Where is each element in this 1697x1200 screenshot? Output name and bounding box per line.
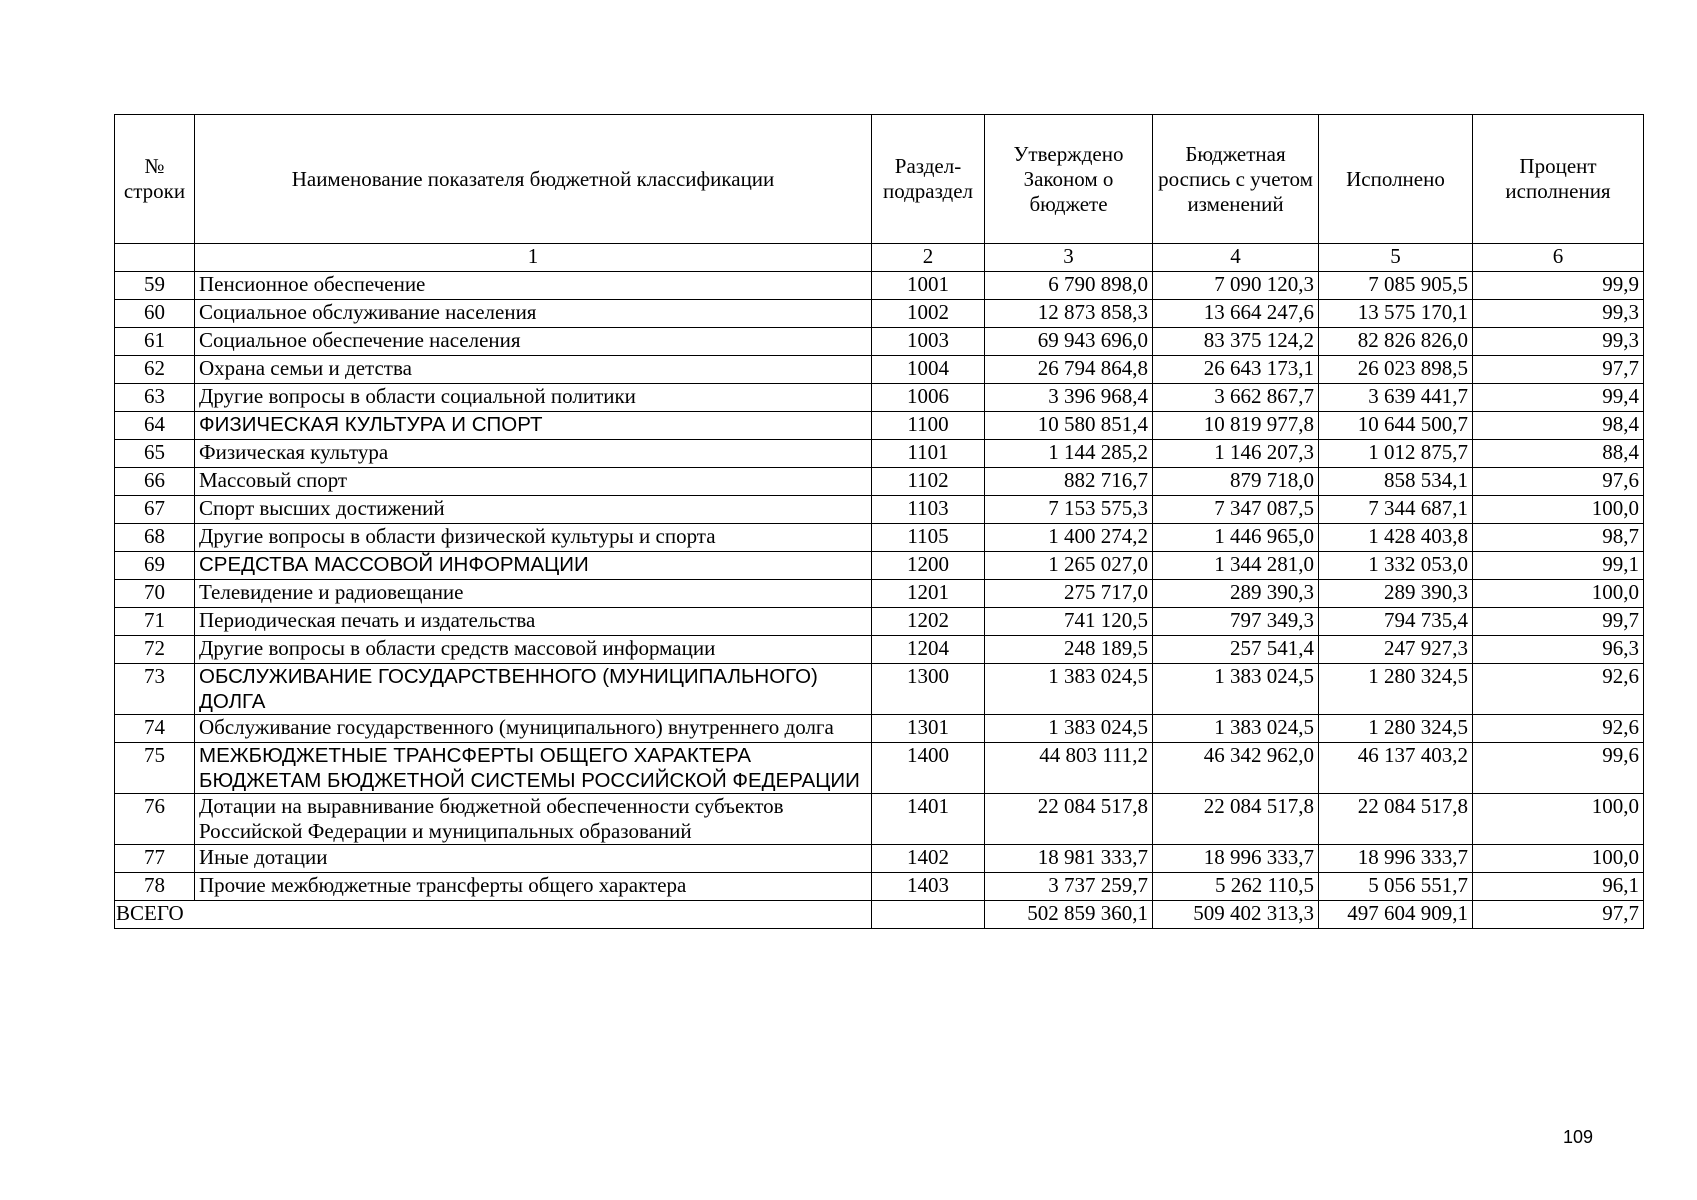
header-approved: Утверждено Законом о бюджете [985,115,1153,244]
row-number-cell: 73 [115,664,195,715]
approved-cell: 1 400 274,2 [985,524,1153,552]
indicator-name-cell: Обслуживание государственного (муниципального) внутреннего долга [195,715,872,743]
approved-cell: 6 790 898,0 [985,272,1153,300]
indicator-name-cell: Охрана семьи и детства [195,356,872,384]
executed-cell: 5 056 551,7 [1319,873,1473,901]
approved-cell: 44 803 111,2 [985,743,1153,794]
header-percent: Процент исполнения [1473,115,1644,244]
schedule-cell: 879 718,0 [1153,468,1319,496]
indicator-name-cell: МЕЖБЮДЖЕТНЫЕ ТРАНСФЕРТЫ ОБЩЕГО ХАРАКТЕРА БЮДЖЕТАМ БЮДЖЕТНОЙ СИСТЕМЫ РОССИЙСКОЙ ФЕДЕРАЦИИ [195,743,872,794]
approved-cell: 1 383 024,5 [985,664,1153,715]
indicator-name-cell: Пенсионное обеспечение [195,272,872,300]
section-code-cell: 1100 [872,412,985,440]
column-number-row [115,244,1644,272]
executed-cell: 858 534,1 [1319,468,1473,496]
section-code-cell: 1001 [872,272,985,300]
approved-cell: 26 794 864,8 [985,356,1153,384]
header-section-code: Раздел-подраздел [872,115,985,244]
approved-cell: 3 737 259,7 [985,873,1153,901]
approved-cell: 18 981 333,7 [985,845,1153,873]
row-number-cell: 69 [115,552,195,580]
total-percent: 97,7 [1473,901,1644,929]
schedule-cell: 83 375 124,2 [1153,328,1319,356]
indicator-name-cell: ОБСЛУЖИВАНИЕ ГОСУДАРСТВЕННОГО (МУНИЦИПАЛЬНОГО) ДОЛГА [195,664,872,715]
header-indicator-name: Наименование показателя бюджетной классификации [195,115,872,244]
table-row [115,272,1644,300]
indicator-name-cell: Периодическая печать и издательства [195,608,872,636]
indicator-name-cell: Телевидение и радиовещание [195,580,872,608]
schedule-cell: 7 347 087,5 [1153,496,1319,524]
total-approved: 502 859 360,1 [985,901,1153,929]
approved-cell: 10 580 851,4 [985,412,1153,440]
indicator-name-cell: Социальное обеспечение населения [195,328,872,356]
section-code-cell: 1101 [872,440,985,468]
column-number [115,244,195,272]
approved-cell: 1 144 285,2 [985,440,1153,468]
percent-cell: 96,1 [1473,873,1644,901]
schedule-cell: 1 344 281,0 [1153,552,1319,580]
percent-cell: 100,0 [1473,580,1644,608]
executed-cell: 1 280 324,5 [1319,715,1473,743]
schedule-cell: 289 390,3 [1153,580,1319,608]
executed-cell: 10 644 500,7 [1319,412,1473,440]
header-row [115,115,1644,244]
executed-cell: 1 332 053,0 [1319,552,1473,580]
schedule-cell: 18 996 333,7 [1153,845,1319,873]
row-number-cell: 78 [115,873,195,901]
percent-cell: 92,6 [1473,715,1644,743]
approved-cell: 275 717,0 [985,580,1153,608]
indicator-name-cell: Другие вопросы в области социальной политики [195,384,872,412]
header-executed: Исполнено [1319,115,1473,244]
percent-cell: 99,1 [1473,552,1644,580]
row-number-cell: 68 [115,524,195,552]
section-code-cell: 1006 [872,384,985,412]
section-code-cell: 1105 [872,524,985,552]
approved-cell: 741 120,5 [985,608,1153,636]
row-number-cell: 64 [115,412,195,440]
approved-cell: 7 153 575,3 [985,496,1153,524]
section-code-cell: 1003 [872,328,985,356]
schedule-cell: 46 342 962,0 [1153,743,1319,794]
executed-cell: 18 996 333,7 [1319,845,1473,873]
header-row-number: № строки [115,115,195,244]
row-number-cell: 67 [115,496,195,524]
executed-cell: 1 280 324,5 [1319,664,1473,715]
approved-cell: 1 265 027,0 [985,552,1153,580]
percent-cell: 88,4 [1473,440,1644,468]
section-code-cell: 1004 [872,356,985,384]
table-row [115,580,1644,608]
section-code-cell: 1402 [872,845,985,873]
executed-cell: 26 023 898,5 [1319,356,1473,384]
percent-cell: 96,3 [1473,636,1644,664]
row-number-cell: 66 [115,468,195,496]
indicator-name-cell: ФИЗИЧЕСКАЯ КУЛЬТУРА И СПОРТ [195,412,872,440]
executed-cell: 13 575 170,1 [1319,300,1473,328]
total-code [872,901,985,929]
row-number-cell: 74 [115,715,195,743]
table-row [115,794,1644,845]
percent-cell: 97,6 [1473,468,1644,496]
indicator-name-cell: Спорт высших достижений [195,496,872,524]
approved-cell: 69 943 696,0 [985,328,1153,356]
table-row [115,743,1644,794]
section-code-cell: 1301 [872,715,985,743]
row-number-cell: 59 [115,272,195,300]
table-row [115,715,1644,743]
total-schedule: 509 402 313,3 [1153,901,1319,929]
column-number: 4 [1153,244,1319,272]
schedule-cell: 10 819 977,8 [1153,412,1319,440]
header-budget-schedule: Бюджетная роспись с учетом изменений [1153,115,1319,244]
percent-cell: 100,0 [1473,496,1644,524]
section-code-cell: 1300 [872,664,985,715]
indicator-name-cell: Физическая культура [195,440,872,468]
section-code-cell: 1201 [872,580,985,608]
budget-execution-table [114,114,1644,929]
table-row [115,356,1644,384]
schedule-cell: 1 383 024,5 [1153,715,1319,743]
table-body [115,272,1644,901]
indicator-name-cell: СРЕДСТВА МАССОВОЙ ИНФОРМАЦИИ [195,552,872,580]
executed-cell: 22 084 517,8 [1319,794,1473,845]
page-number: 109 [1563,1127,1594,1147]
row-number-cell: 71 [115,608,195,636]
section-code-cell: 1401 [872,794,985,845]
row-number-cell: 77 [115,845,195,873]
percent-cell: 100,0 [1473,845,1644,873]
executed-cell: 7 085 905,5 [1319,272,1473,300]
row-number-cell: 60 [115,300,195,328]
row-number-cell: 63 [115,384,195,412]
table-row [115,552,1644,580]
executed-cell: 247 927,3 [1319,636,1473,664]
percent-cell: 98,4 [1473,412,1644,440]
indicator-name-cell: Другие вопросы в области физической культуры и спорта [195,524,872,552]
indicator-name-cell: Массовый спорт [195,468,872,496]
section-code-cell: 1103 [872,496,985,524]
schedule-cell: 7 090 120,3 [1153,272,1319,300]
row-number-cell: 61 [115,328,195,356]
schedule-cell: 1 146 207,3 [1153,440,1319,468]
schedule-cell: 22 084 517,8 [1153,794,1319,845]
executed-cell: 289 390,3 [1319,580,1473,608]
section-code-cell: 1200 [872,552,985,580]
row-number-cell: 75 [115,743,195,794]
section-code-cell: 1102 [872,468,985,496]
table-row [115,845,1644,873]
approved-cell: 882 716,7 [985,468,1153,496]
approved-cell: 248 189,5 [985,636,1153,664]
column-number: 1 [195,244,872,272]
column-number: 3 [985,244,1153,272]
section-code-cell: 1403 [872,873,985,901]
table-row [115,608,1644,636]
column-number: 5 [1319,244,1473,272]
executed-cell: 82 826 826,0 [1319,328,1473,356]
row-number-cell: 70 [115,580,195,608]
percent-cell: 99,7 [1473,608,1644,636]
approved-cell: 12 873 858,3 [985,300,1153,328]
executed-cell: 794 735,4 [1319,608,1473,636]
percent-cell: 99,4 [1473,384,1644,412]
schedule-cell: 257 541,4 [1153,636,1319,664]
percent-cell: 99,6 [1473,743,1644,794]
percent-cell: 98,7 [1473,524,1644,552]
indicator-name-cell: Прочие межбюджетные трансферты общего характера [195,873,872,901]
executed-cell: 46 137 403,2 [1319,743,1473,794]
approved-cell: 22 084 517,8 [985,794,1153,845]
row-number-cell: 65 [115,440,195,468]
indicator-name-cell: Дотации на выравнивание бюджетной обеспеченности субъектов Российской Федерации и муниципальных образований [195,794,872,845]
percent-cell: 99,3 [1473,328,1644,356]
total-executed: 497 604 909,1 [1319,901,1473,929]
column-number: 6 [1473,244,1644,272]
percent-cell: 97,7 [1473,356,1644,384]
section-code-cell: 1204 [872,636,985,664]
approved-cell: 1 383 024,5 [985,715,1153,743]
table-row [115,300,1644,328]
schedule-cell: 26 643 173,1 [1153,356,1319,384]
schedule-cell: 5 262 110,5 [1153,873,1319,901]
row-number-cell: 76 [115,794,195,845]
approved-cell: 3 396 968,4 [985,384,1153,412]
section-code-cell: 1400 [872,743,985,794]
section-code-cell: 1202 [872,608,985,636]
executed-cell: 3 639 441,7 [1319,384,1473,412]
total-row [115,901,1644,929]
section-code-cell: 1002 [872,300,985,328]
table-row [115,496,1644,524]
schedule-cell: 13 664 247,6 [1153,300,1319,328]
table-row [115,636,1644,664]
schedule-cell: 797 349,3 [1153,608,1319,636]
indicator-name-cell: Другие вопросы в области средств массовой информации [195,636,872,664]
schedule-cell: 1 383 024,5 [1153,664,1319,715]
percent-cell: 100,0 [1473,794,1644,845]
schedule-cell: 3 662 867,7 [1153,384,1319,412]
percent-cell: 99,3 [1473,300,1644,328]
table-row [115,328,1644,356]
indicator-name-cell: Социальное обслуживание населения [195,300,872,328]
executed-cell: 1 012 875,7 [1319,440,1473,468]
column-number: 2 [872,244,985,272]
executed-cell: 1 428 403,8 [1319,524,1473,552]
percent-cell: 92,6 [1473,664,1644,715]
table-row [115,664,1644,715]
schedule-cell: 1 446 965,0 [1153,524,1319,552]
table-row [115,384,1644,412]
executed-cell: 7 344 687,1 [1319,496,1473,524]
table-row [115,468,1644,496]
table-row [115,412,1644,440]
row-number-cell: 62 [115,356,195,384]
table-row [115,440,1644,468]
percent-cell: 99,9 [1473,272,1644,300]
table-row [115,524,1644,552]
table-row [115,873,1644,901]
indicator-name-cell: Иные дотации [195,845,872,873]
total-label: ВСЕГО [115,901,872,929]
row-number-cell: 72 [115,636,195,664]
